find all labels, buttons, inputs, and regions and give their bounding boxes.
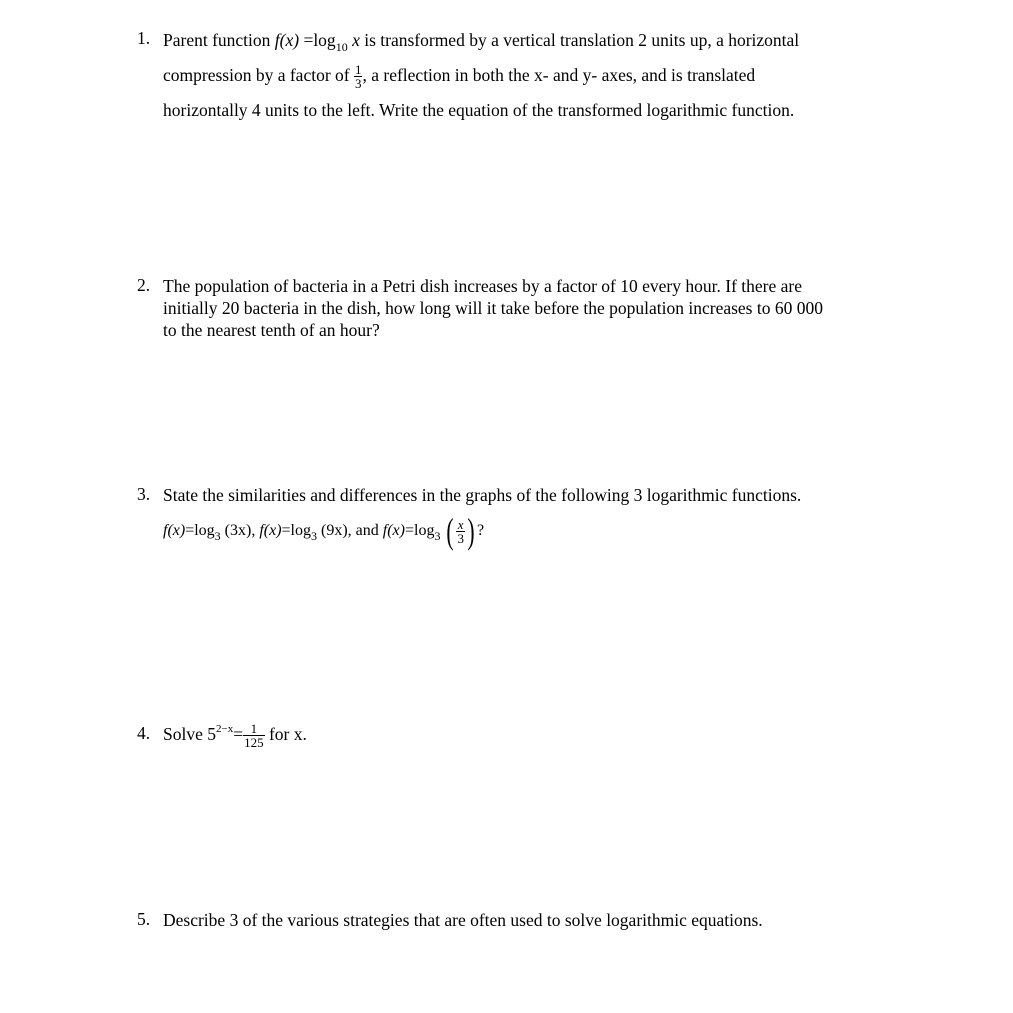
fraction-denominator: 125 bbox=[244, 735, 264, 751]
math-log-base: 3 bbox=[214, 529, 221, 543]
question-line: horizontally 4 units to the left. Write the equation of the transformed logarithmic function. bbox=[163, 100, 795, 120]
question-line bbox=[163, 28, 895, 63]
text-segment: and bbox=[351, 522, 383, 539]
fraction-denominator: 3 bbox=[457, 530, 464, 546]
math-function-name: f(x) bbox=[255, 522, 282, 539]
math-variable: x bbox=[347, 30, 360, 50]
fraction-numerator: x bbox=[457, 516, 464, 532]
question-line bbox=[163, 63, 895, 98]
math-base: 5 bbox=[207, 724, 216, 744]
math-function-name: f(x) bbox=[163, 522, 186, 539]
question-line: The population of bacteria in a Petri dish increases by a factor of 10 every hour. If there are bbox=[163, 276, 802, 296]
fraction-numerator: 1 bbox=[354, 62, 362, 78]
math-function-name: f(x) bbox=[274, 30, 300, 50]
fraction bbox=[243, 722, 265, 749]
question-line: to the nearest tenth of an hour? bbox=[163, 320, 380, 340]
math-function-name: f(x) bbox=[382, 522, 405, 539]
question-body bbox=[163, 28, 895, 133]
math-log-base: 10 bbox=[335, 40, 348, 54]
fraction bbox=[456, 518, 465, 545]
math-equals: = bbox=[233, 724, 244, 744]
text-segment: , a reflection in both the x- and y- axes, and is translated bbox=[362, 65, 756, 85]
fraction-numerator: 1 bbox=[243, 722, 265, 736]
question-line: State the similarities and differences in the graphs of the following 3 logarithmic functions. bbox=[163, 485, 802, 505]
text-segment: Parent function bbox=[163, 30, 275, 50]
math-log: =log bbox=[404, 522, 435, 539]
math-log-base: 3 bbox=[434, 529, 441, 543]
fraction bbox=[354, 63, 363, 90]
question-mark: ? bbox=[476, 522, 485, 539]
question-number: 1. bbox=[137, 28, 151, 48]
fraction-denominator: 3 bbox=[354, 76, 362, 92]
text-segment: Solve bbox=[163, 724, 208, 744]
text-segment: compression by a factor of bbox=[163, 65, 354, 85]
question-body bbox=[163, 718, 895, 753]
question-number: 5. bbox=[137, 909, 151, 929]
function-list bbox=[163, 506, 895, 556]
right-parenthesis: ) bbox=[467, 511, 475, 552]
question-number: 2. bbox=[137, 275, 151, 295]
left-parenthesis: ( bbox=[446, 511, 455, 552]
question-body bbox=[163, 275, 895, 341]
math-argument: (9x), bbox=[317, 522, 352, 539]
question-line: initially 20 bacteria in the dish, how long will it take before the population increases to 60 000 bbox=[163, 298, 823, 318]
math-log: =log bbox=[185, 522, 215, 539]
question-number: 3. bbox=[137, 484, 151, 504]
text-segment: for x. bbox=[264, 724, 307, 744]
question-body bbox=[163, 909, 895, 931]
math-log: =log bbox=[281, 522, 311, 539]
math-log-base: 3 bbox=[311, 529, 317, 543]
math-argument: (3x), bbox=[220, 522, 256, 539]
text-segment: is transformed by a vertical translation 2 units up, a horizontal bbox=[359, 30, 800, 50]
question-body bbox=[163, 484, 895, 556]
math-log: =log bbox=[299, 30, 336, 50]
question-line: Describe 3 of the various strategies that are often used to solve logarithmic equations. bbox=[163, 910, 763, 930]
math-exponent: 2−x bbox=[216, 723, 234, 735]
question-line bbox=[163, 718, 895, 753]
question-number: 4. bbox=[137, 723, 151, 743]
